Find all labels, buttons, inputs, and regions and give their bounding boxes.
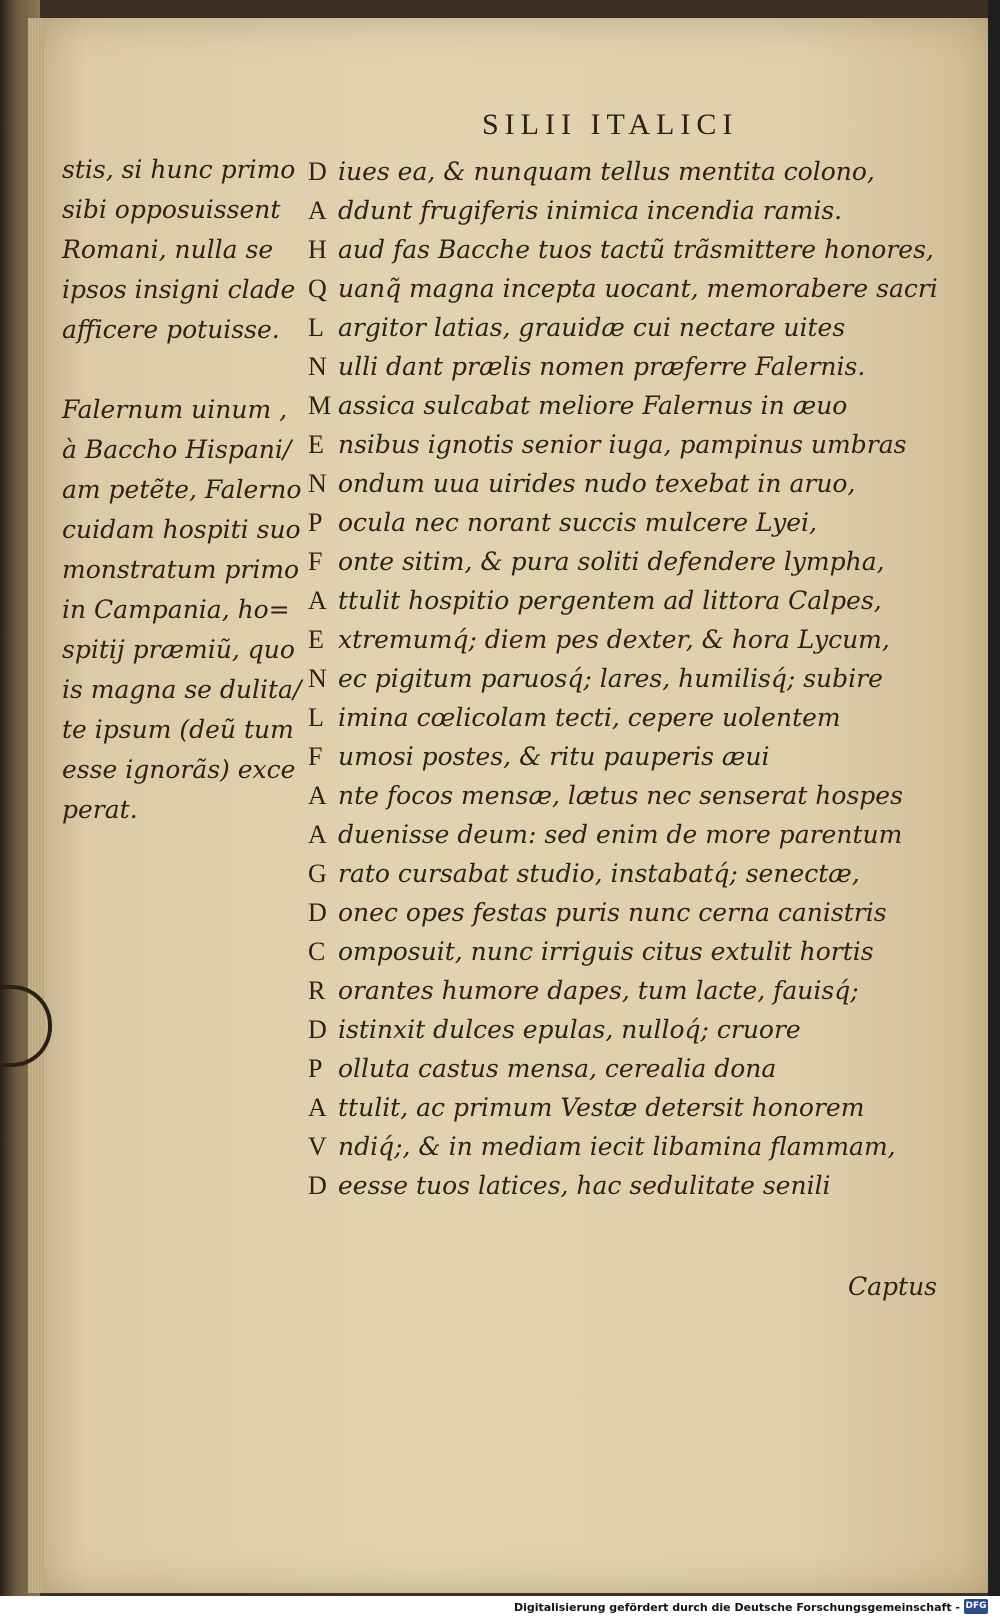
marginal-note-line: sibi opposuissent xyxy=(62,195,281,224)
marginal-note-1 xyxy=(62,150,302,350)
verse-line xyxy=(308,1127,918,1166)
verse-text: ondum uua uirides nudo texebat in aruo, xyxy=(338,469,856,498)
verse-initial: F xyxy=(308,547,323,576)
scan-border xyxy=(988,0,1000,1596)
verse-line xyxy=(308,464,918,503)
verse-text: omposuit, nunc irriguis citus extulit hortis xyxy=(338,937,874,966)
verse-line xyxy=(308,1010,918,1049)
verse-line xyxy=(308,815,918,854)
verse-text: onte sitim, & pura soliti defendere lympha, xyxy=(338,547,885,576)
catchword: Captus xyxy=(848,1272,938,1301)
verse-text: ttulit hospitio pergentem ad littora Calpes, xyxy=(338,586,882,615)
verse-initial: E xyxy=(308,430,324,459)
marginal-note-2 xyxy=(62,390,302,830)
verse-initial: V xyxy=(308,1132,327,1161)
verse-line xyxy=(308,620,918,659)
verse-text: istinxit dulces epulas, nulloq́; cruore xyxy=(338,1015,801,1044)
verse-initial: F xyxy=(308,742,323,771)
verse-text: nte focos mensæ, lætus nec senserat hospes xyxy=(338,781,903,810)
verse-text: ttulit, ac primum Vestæ detersit honorem xyxy=(338,1093,865,1122)
marginal-note-line: Romani, nulla se xyxy=(62,235,274,264)
verse-initial: P xyxy=(308,508,323,537)
verse-line xyxy=(308,1049,918,1088)
verse-initial: L xyxy=(308,703,324,732)
verse-text: aud fas Bacche tuos tactũ trãsmittere honores, xyxy=(338,235,934,264)
verse-line xyxy=(308,503,918,542)
marginal-note-line: esse ignorãs) exce xyxy=(62,755,296,784)
marginal-note-line: à Baccho Hispani/ xyxy=(62,435,292,464)
verse-text: uanq̃ magna incepta uocant, memorabere sacri xyxy=(338,274,938,303)
verse-line xyxy=(308,737,918,776)
verse-initial: P xyxy=(308,1054,323,1083)
verse-text: ulli dant prælis nomen præferre Falernis. xyxy=(338,352,866,381)
verse-text: imina cœlicolam tecti, cepere uolentem xyxy=(338,703,841,732)
marginal-note-line: Falernum uinum , xyxy=(62,395,288,424)
verse-text: assica sulcabat meliore Falernus in æuo xyxy=(338,391,848,420)
verse-text: ddunt frugiferis inimica incendia ramis. xyxy=(338,196,843,225)
verse-line xyxy=(308,659,918,698)
verse-initial: N xyxy=(308,664,327,693)
verse-initial: L xyxy=(308,313,324,342)
verse-initial: A xyxy=(308,196,327,225)
funding-credit: Digitalisierung gefördert durch die Deutsche Forschungsgemeinschaft - xyxy=(513,1601,960,1614)
verse-line xyxy=(308,191,918,230)
verse-text: onec opes festas puris nunc cerna canistris xyxy=(338,898,887,927)
verse-initial: N xyxy=(308,352,327,381)
verse-text: ndiq́;, & in mediam iecit libamina flammam, xyxy=(338,1132,896,1161)
verse-initial: D xyxy=(308,1171,327,1200)
marginal-note-line: is magna se dulita/ xyxy=(62,675,302,704)
marginal-note-line: stis, si hunc primo xyxy=(62,155,296,184)
verse-line xyxy=(308,152,918,191)
verse-line xyxy=(308,776,918,815)
verse-initial: Q xyxy=(308,274,327,303)
verse-line xyxy=(308,230,934,269)
verse-line xyxy=(308,425,918,464)
marginal-note-line: monstratum primo xyxy=(62,555,300,584)
verse-block xyxy=(308,152,938,1205)
verse-text: ec pigitum paruosq́; lares, humilisq́; subire xyxy=(338,664,883,693)
verse-initial: A xyxy=(308,820,327,849)
verse-initial: D xyxy=(308,157,327,186)
marginal-note-line: te ipsum (deũ tum xyxy=(62,715,294,744)
verse-text: xtremumq́; diem pes dexter, & hora Lycum, xyxy=(338,625,890,654)
running-head: SILII ITALICI xyxy=(482,108,739,141)
verse-line xyxy=(308,1166,918,1205)
verse-text: eesse tuos latices, hac sedulitate senili xyxy=(338,1171,831,1200)
marginal-note-line: cuidam hospiti suo xyxy=(62,515,301,544)
verse-line xyxy=(308,854,918,893)
marginal-note-line: perat. xyxy=(62,795,138,824)
verse-initial: E xyxy=(308,625,324,654)
verse-initial: A xyxy=(308,781,327,810)
verse-line xyxy=(308,893,918,932)
verse-line xyxy=(308,308,918,347)
verse-line xyxy=(308,542,918,581)
verse-initial: D xyxy=(308,1015,327,1044)
verse-initial: N xyxy=(308,469,327,498)
marginal-note-line: afficere potuisse. xyxy=(62,315,280,344)
verse-text: olluta castus mensa, cerealia dona xyxy=(338,1054,777,1083)
verse-initial: G xyxy=(308,859,327,888)
marginal-note-line: in Campania, ho= xyxy=(62,595,290,624)
verse-line xyxy=(308,971,918,1010)
verse-initial: R xyxy=(308,976,326,1005)
verse-text: umosi postes, & ritu pauperis æui xyxy=(338,742,770,771)
verse-line xyxy=(308,347,918,386)
verse-line xyxy=(308,269,938,308)
verse-text: nsibus ignotis senior iuga, pampinus umbras xyxy=(338,430,907,459)
verse-text: ocula nec norant succis mulcere Lyei, xyxy=(338,508,817,537)
dfg-logo: DFG xyxy=(964,1599,988,1614)
verse-text: argitor latias, grauidæ cui nectare uites xyxy=(338,313,846,342)
verse-text: iues ea, & nunquam tellus mentita colono, xyxy=(338,157,875,186)
verse-line xyxy=(308,698,918,737)
verse-initial: A xyxy=(308,586,327,615)
verse-text: duenisse deum: sed enim de more parentum xyxy=(338,820,903,849)
verse-text: orantes humore dapes, tum lacte, fauisq́; xyxy=(338,976,859,1005)
marginal-note-line: am petẽte, Falerno xyxy=(62,475,302,504)
verse-text: rato cursabat studio, instabatq́; senectæ, xyxy=(338,859,860,888)
verse-line xyxy=(308,932,918,971)
page-gutter-edges xyxy=(28,18,44,1593)
marginal-note-line: ipsos insigni clade xyxy=(62,275,296,304)
verse-initial: A xyxy=(308,1093,327,1122)
verse-initial: M xyxy=(308,391,332,420)
verse-line xyxy=(308,1088,918,1127)
verse-initial: C xyxy=(308,937,326,966)
verse-initial: H xyxy=(308,235,327,264)
verse-line xyxy=(308,386,918,425)
verse-initial: D xyxy=(308,898,327,927)
marginal-note-line: spitij præmiũ, quo xyxy=(62,635,295,664)
verse-line xyxy=(308,581,918,620)
